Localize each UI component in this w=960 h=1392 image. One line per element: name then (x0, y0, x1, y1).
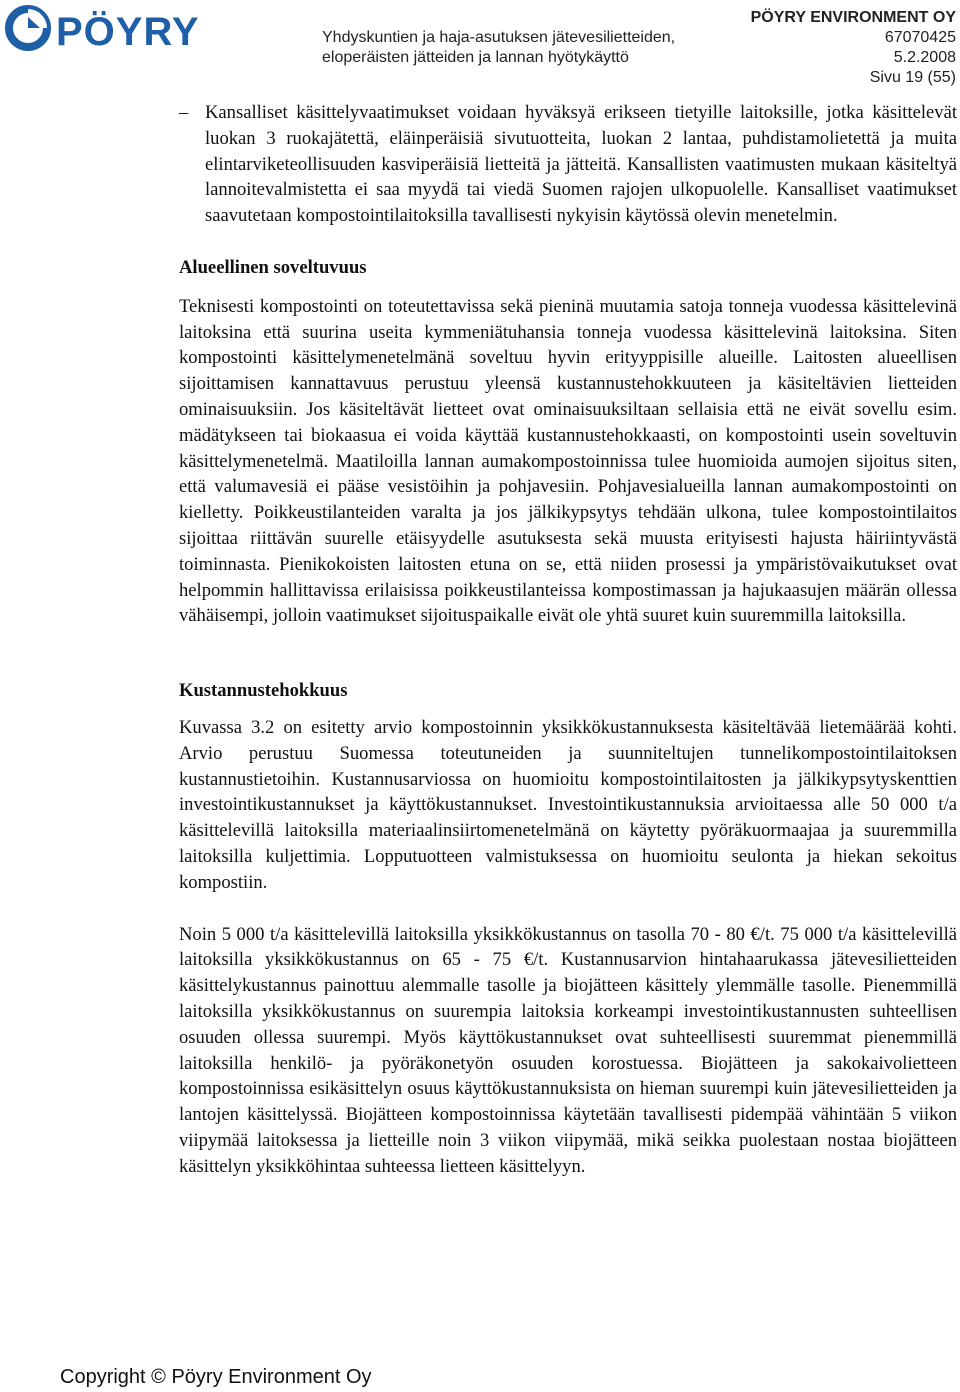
poyry-logo (4, 4, 244, 52)
logo-wordmark: PÖYRY (56, 10, 200, 52)
project-number: 67070425 (884, 29, 956, 46)
copyright-footer: Copyright © Pöyry Environment Oy (60, 1366, 372, 1388)
poyry-logo-mark (9, 9, 47, 47)
page-number: Sivu 19 (55) (869, 69, 956, 86)
section-heading-cost-efficiency: Kustannustehokkuus (179, 680, 348, 702)
section-paragraph-cost-estimate: Kuvassa 3.2 on esitetty arvio kompostoinnin yksikkökustannuksesta käsiteltävää lietemäärää kohti. Arvio perustuu Suomessa toteutuneiden ja suunniteltujen tunnelikompostointilaitoksen kustannustietoihin. Kustannusarviossa on huomioitu kompostointilaitosten ja jälkikypsytyskenttien investointikustannukset ja käyttökustannukset. Investointikustannuksia arvioitaessa alle 50 000 t/a käsittelevillä laitoksilla materiaalinsiirtomenetelmänä on käytetty pyöräkuormaajaa ja suuremmilla laitoksilla kuljettimia. Lopputuotteen valmistuksessa on huomioitu seulonta ja hiekan sekoitus kompostiin. (179, 716, 957, 893)
company-name: PÖYRY ENVIRONMENT OY (750, 9, 956, 26)
document-date: 5.2.2008 (893, 49, 956, 66)
document-title (322, 28, 675, 68)
document-meta (751, 8, 956, 88)
bullet-dash: – (179, 102, 189, 123)
document-title-line2: eloperäisten jätteiden ja lannan hyötykäyttö (322, 49, 629, 66)
section-paragraph-unit-costs: Noin 5 000 t/a käsittelevillä laitoksilla yksikkökustannus on tasolla 70 - 80 €/t. 75 000 t/a käsittelevillä laitoksilla yksikkökustannus on 65 - 75 €/t. Kustannusarvion hintahaarukassa jätevesilietteiden käsittelykustannus painottuu alemmalle tasolle ja biojätteen käsittely ylemmälle tasolle. Pienemmillä laitoksilla yksikkökustannus on suurempia laitoksia korkeampi investointikustannusten suhteellisen osuuden ollessa suurempi. Myös käyttökustannukset ovat suhteellisesti suuremmat pienemmillä laitoksilla henkilö- ja pyöräkonetyön osuuden korostuessa. Biojätteen ja sakokaivolietteen kompostoinnissa esikäsittelyn osuus käyttökustannuksista on hieman suurempi kuin jätevesilietteiden ja lantojen käsittelyssä. Biojätteen kompostoinnissa käytetään tavallisesti pidempää vähintään 5 viikon viipymää laitoksessa ja lietteille noin 3 viikon viipymää, mikä seikka puolestaan nostaa biojätteen käsittelyn yksikköhintaa suhteessa lietteen käsittelyyn. (179, 923, 957, 1177)
section-paragraph-regional-suitability: Teknisesti kompostointi on toteutettavissa sekä pieninä muutamia satoja tonneja vuodessa käsittelevinä laitoksina että suurina useita kymmeniätuhansia tonneja vuodessa käsittelevinä laitoksina. Siten kompostointi käsittelymenetelmänä soveltuu hyvin erityyppisille alueille. Laitosten alueellisen sijoittamisen kannattavuus perustuu yleensä kustannustehokkuuteen ja käsiteltävien lietteiden ominaisuuksiin. Jos käsiteltävät lietteet ovat ominaisuuksiltaan sellaisia että ne eivät sovellu esim. mädätykseen tai biokaasua ei voida käyttää kustannustehokkaasti, on kompostointi usein soveltuvin käsittelymenetelmä. Maatiloilla lannan aumakompostoinnissa tulee huomioida aumojen sijoitus siten, että valumavesiä ei pääse vesistöihin ja pohjavesiin. Pohjavesialueilla lannan aumakompostointi on kielletty. Poikkeustilanteiden varalta ja jos jälkikypsytys tehdään ulkona, tulee kompostointilaitos sijoittaa riittävän suurelle etäisyydelle asutuksesta sekä muusta erityisesti hajusta häiriintyvästä toiminnasta. Pienikokoisten laitosten etuna on se, että niiden prosessi ja ympäristövaikutukset ovat helpommin hallittavissa erilaisissa poikkeustilanteissa kompostimassan ja hajukaasujen määrän ollessa vähäisempi, jolloin vaatimukset sijoituspaikalle eivät ole yhtä suuret kuin suuremmilla laitoksilla. (179, 295, 957, 627)
section-heading-regional-suitability: Alueellinen soveltuvuus (179, 256, 367, 278)
bullet-item (179, 100, 957, 229)
bullet-text: Kansalliset käsittelyvaatimukset voidaan hyväksyä erikseen tietyille laitoksille, jotka käsittelevät luokan 3 ruokajätettä, eläinperäisiä sivutuotteita, luokan 2 lantaa, puhdistamolietettä ja muita elintarviketeollisuuden kasviperäisiä lietteitä ja jätteitä. Kansallisten vaatimusten mukaan käsiteltyä lannoitevalmistetta ei saa myydä tai viedä Suomen rajojen ulkopuolelle. Kansalliset vaatimukset saavutetaan kompostointilaitoksilla tavallisesti nykyisin käytössä olevin menetelmin. (205, 102, 957, 227)
document-title-line1: Yhdyskuntien ja haja-asutuksen jätevesilietteiden, (322, 29, 676, 46)
document-body (179, 100, 957, 1179)
